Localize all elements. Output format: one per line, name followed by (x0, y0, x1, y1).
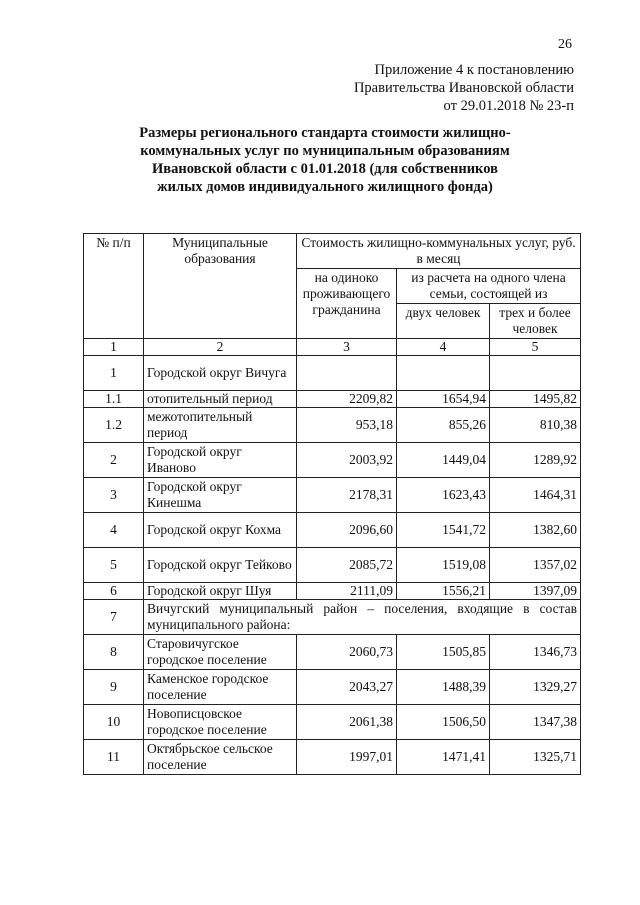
header-municipality: Муниципальные образования (144, 234, 297, 339)
header-three: трех и более человек (490, 304, 581, 339)
row-num: 1.2 (84, 408, 144, 443)
row-three: 1397,09 (490, 583, 581, 600)
table-row (84, 740, 581, 775)
row-num: 9 (84, 670, 144, 705)
row-two: 1654,94 (397, 391, 490, 408)
table-row (84, 356, 581, 391)
table-row (84, 583, 581, 600)
header-single: на одиноко проживающего гражданина (297, 269, 397, 339)
row-name: Старовичугское городское поселение (144, 635, 297, 670)
row-two: 1519,08 (397, 548, 490, 583)
row-three: 1347,38 (490, 705, 581, 740)
row-three: 1495,82 (490, 391, 581, 408)
row-num: 2 (84, 443, 144, 478)
row-single (297, 356, 397, 391)
row-two: 1623,43 (397, 478, 490, 513)
row-two: 855,26 (397, 408, 490, 443)
column-number-row (84, 339, 581, 356)
header-line-2: Правительства Ивановской области (353, 80, 574, 96)
table-row (84, 443, 581, 478)
row-single: 2178,31 (297, 478, 397, 513)
row-single: 2209,82 (297, 391, 397, 408)
row-name: Каменское городское поселение (144, 670, 297, 705)
row-single: 2096,60 (297, 513, 397, 548)
row-num: 11 (84, 740, 144, 775)
row-three: 1329,27 (490, 670, 581, 705)
row-num: 4 (84, 513, 144, 548)
table-header-row (84, 234, 581, 269)
row-single: 953,18 (297, 408, 397, 443)
document-header (354, 61, 574, 115)
row-single: 2111,09 (297, 583, 397, 600)
row-name: межотопительный период (144, 408, 297, 443)
table-row (84, 391, 581, 408)
row-three: 1325,71 (490, 740, 581, 775)
row-single: 2061,38 (297, 705, 397, 740)
row-num: 3 (84, 478, 144, 513)
row-single: 1997,01 (297, 740, 397, 775)
row-three: 810,38 (490, 408, 581, 443)
row-name: Новописцовское городское поселение (144, 705, 297, 740)
header-line-1: Приложение 4 к постановлению (374, 62, 574, 78)
title-line-1: Размеры регионального стандарта стоимости жилищно- (139, 125, 511, 141)
header-cost: Стоимость жилищно-коммунальных услуг, руб. в месяц (297, 234, 581, 269)
row-single: 2060,73 (297, 635, 397, 670)
header-num: № п/п (84, 234, 144, 339)
header-line-3: от 29.01.2018 № 23-п (443, 98, 574, 114)
table-row (84, 478, 581, 513)
title-line-3: Ивановской области с 01.01.2018 (для собственников (152, 161, 498, 177)
row-three: 1346,73 (490, 635, 581, 670)
page-number: 26 (558, 37, 572, 52)
col-number: 1 (84, 339, 144, 356)
row-name: Октябрьское сельское поселение (144, 740, 297, 775)
row-num: 5 (84, 548, 144, 583)
row-name: Городской округ Тейково (144, 548, 297, 583)
row-num: 8 (84, 635, 144, 670)
row-three: 1289,92 (490, 443, 581, 478)
table-row (84, 705, 581, 740)
row-num: 1 (84, 356, 144, 391)
row-num: 10 (84, 705, 144, 740)
row-name: Городской округ Иваново (144, 443, 297, 478)
table-row (84, 600, 581, 635)
table-row (84, 513, 581, 548)
header-two: двух человек (397, 304, 490, 339)
row-two: 1506,50 (397, 705, 490, 740)
title-line-4: жилых домов индивидуального жилищного фонда) (157, 179, 493, 195)
row-name: Городской округ Шуя (144, 583, 297, 600)
row-three: 1357,02 (490, 548, 581, 583)
row-num: 6 (84, 583, 144, 600)
table-row (84, 408, 581, 443)
row-name: отопительный период (144, 391, 297, 408)
row-single: 2085,72 (297, 548, 397, 583)
table-row (84, 635, 581, 670)
col-number: 2 (144, 339, 297, 356)
row-num: 1.1 (84, 391, 144, 408)
row-single: 2003,92 (297, 443, 397, 478)
row-two (397, 356, 490, 391)
document-title (80, 124, 570, 196)
row-num: 7 (84, 600, 144, 635)
row-two: 1556,21 (397, 583, 490, 600)
row-two: 1471,41 (397, 740, 490, 775)
row-name: Городской округ Кохма (144, 513, 297, 548)
row-two: 1541,72 (397, 513, 490, 548)
row-name: Городской округ Кинешма (144, 478, 297, 513)
row-name-merged: Вичугский муниципальный район – поселения, входящие в состав муниципального района: (144, 600, 581, 635)
header-per-member: из расчета на одного члена семьи, состоящей из (397, 269, 581, 304)
cost-table (83, 233, 581, 775)
col-number: 3 (297, 339, 397, 356)
table-row (84, 670, 581, 705)
row-name: Городской округ Вичуга (144, 356, 297, 391)
row-three: 1464,31 (490, 478, 581, 513)
table-row (84, 548, 581, 583)
row-three (490, 356, 581, 391)
row-two: 1505,85 (397, 635, 490, 670)
row-single: 2043,27 (297, 670, 397, 705)
row-two: 1488,39 (397, 670, 490, 705)
row-three: 1382,60 (490, 513, 581, 548)
col-number: 5 (490, 339, 581, 356)
title-line-2: коммунальных услуг по муниципальным образованиям (140, 143, 510, 159)
row-two: 1449,04 (397, 443, 490, 478)
col-number: 4 (397, 339, 490, 356)
